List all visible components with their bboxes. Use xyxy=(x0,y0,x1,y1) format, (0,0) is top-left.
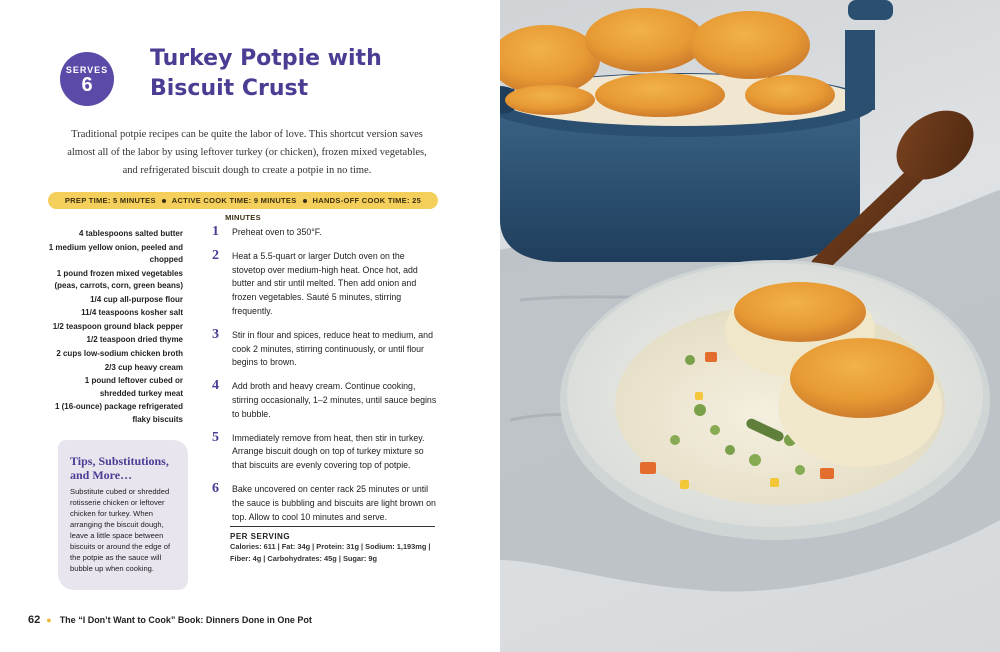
step xyxy=(212,480,437,524)
ingredient: 2/3 cup heavy cream xyxy=(104,362,183,372)
tips-title: Tips, Substitutions, and More… xyxy=(70,454,169,482)
step xyxy=(212,429,437,473)
hands-off-cook-time: HANDS-OFF COOK TIME: 25 MINUTES xyxy=(225,196,422,222)
ingredient: 1 (16-ounce) package refrigerated flaky biscuits xyxy=(54,402,183,424)
recipe-title xyxy=(150,44,450,104)
step-number: 1 xyxy=(212,224,219,239)
ingredient: 1/2 teaspoon dried thyme xyxy=(86,335,183,345)
step-number: 5 xyxy=(212,429,219,445)
nutrition-line: Calories: 611 | Fat: 34g | Protein: 31g | Sodium: 1,193mg | xyxy=(230,542,431,551)
nutrition-line: Fiber: 4g | Carbohydrates: 45g | Sugar: 9g xyxy=(230,553,378,563)
step-number: 3 xyxy=(212,326,219,342)
footer-bullet-icon: ● xyxy=(46,615,52,625)
recipe-title-line-1: Turkey Potpie with xyxy=(150,46,382,71)
ingredient: 1 medium yellow onion, peeled and chopped xyxy=(48,242,183,264)
serves-badge xyxy=(60,52,114,106)
food-photo xyxy=(500,0,1000,652)
recipe-title-line-2: Biscuit Crust xyxy=(150,76,309,101)
ingredient: 1/4 cup all-purpose flour xyxy=(90,294,183,304)
step-text: Add broth and heavy cream. Continue cooking, stirring occasionally, 1–2 minutes, until sauce begins to bubble. xyxy=(232,381,437,419)
step-text: Immediately remove from heat, then stir in turkey. Arrange biscuit dough on top of turkey mixture so that biscuits are evenly covering top of potpie. xyxy=(232,432,425,471)
step-text: Preheat oven to 350°F. xyxy=(232,227,322,237)
book-title: The “I Don’t Want to Cook” Book: Dinners Done in One Pot xyxy=(59,615,312,625)
pot-biscuits xyxy=(500,8,835,117)
separator-dot xyxy=(303,199,307,203)
tips-body: Substitute cubed or shredded rotisserie chicken or leftover chicken for turkey. When arranging the biscuit dough, leave a little space between biscuits or around the edge of the potpie as the sauce will bubble up when cooking. xyxy=(70,487,171,573)
step-number: 4 xyxy=(212,378,219,394)
step xyxy=(212,326,437,370)
tips-box xyxy=(58,440,188,590)
ingredient: 11/4 teaspoons kosher salt xyxy=(81,308,183,318)
time-bar xyxy=(48,192,438,222)
recipe-intro: Traditional potpie recipes can be quite the labor of love. This shortcut version saves almost all of the labor by using leftover turkey (or chicken), frozen mixed vegetables, and refrigerated biscuit dough to create a potpie in no time. xyxy=(67,129,427,176)
step-text: Stir in flour and spices, reduce heat to medium, and cook 2 minutes, stirring continuously, or until flour begins to brown. xyxy=(232,329,433,368)
nutrition-info xyxy=(230,526,435,564)
step-number: 2 xyxy=(212,247,219,263)
step xyxy=(212,247,437,319)
nutrition-heading: PER SERVING xyxy=(230,532,291,541)
step-text: Bake uncovered on center rack 25 minutes or until the sauce is bubbling and biscuits are light brown on top. Allow to cool 10 minutes and serve. xyxy=(232,483,436,522)
step-number: 6 xyxy=(212,480,219,496)
step-text: Heat a 5.5-quart or larger Dutch oven on the stovetop over medium-high heat. Once hot, add butter and stir until melted. Then add onion and frozen vegetables. Sauté 5 minutes, stirring frequently. xyxy=(232,250,418,316)
page-footer xyxy=(28,614,312,626)
page-number: 62 xyxy=(28,614,41,626)
prep-time: PREP TIME: 5 MINUTES xyxy=(64,196,156,205)
ingredient: 2 cups low-sodium chicken broth xyxy=(56,348,183,358)
serves-count: 6 xyxy=(81,74,93,96)
potpie-photo-illustration xyxy=(500,0,1000,652)
steps-list xyxy=(212,226,437,534)
ingredient: 1 pound leftover cubed or shredded turkey meat xyxy=(84,376,183,398)
ingredients-list xyxy=(48,228,183,427)
serves-label: SERVES xyxy=(65,65,109,75)
separator-dot xyxy=(162,199,166,203)
ingredient: 4 tablespoons salted butter xyxy=(78,229,183,238)
active-cook-time: ACTIVE COOK TIME: 9 MINUTES xyxy=(171,196,297,205)
ingredient: 1/2 teaspoon ground black pepper xyxy=(52,321,183,331)
step xyxy=(212,380,437,421)
ingredient: 1 pound frozen mixed vegetables (peas, carrots, corn, green beans) xyxy=(54,268,183,290)
step xyxy=(212,226,437,240)
